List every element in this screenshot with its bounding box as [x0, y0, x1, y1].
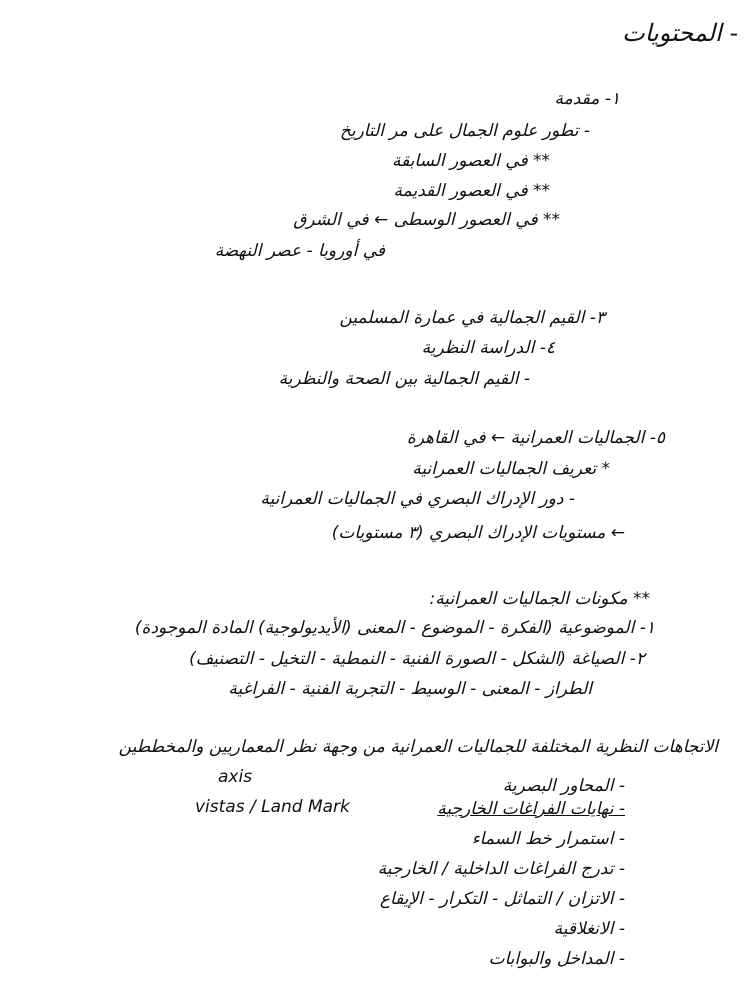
line-earlier-ages: ** في العصور السابقة	[391, 151, 550, 171]
line-entrances: - المداخل والبوابات	[488, 949, 625, 969]
line-formulation: ٢- الصياغة (الشكل - الصورة الفنية - النمطية - التخيل - التصنيف)	[189, 649, 645, 669]
heading-urban-components: ** مكونات الجماليات العمرانية:	[429, 589, 650, 609]
line-middle-ages: ** في العصور الوسطى ← في الشرق	[293, 210, 560, 230]
line-aesthetic-values: - القيم الجمالية بين الصحة والنظرية	[278, 369, 530, 389]
line-vistas-note: vistas / Land Mark	[195, 797, 350, 817]
line-space-ends: - نهايات الفراغات الخارجية	[437, 799, 625, 819]
line-visual-axes: - المحاور البصرية	[502, 776, 625, 796]
line-axis-note: axis	[218, 767, 253, 787]
line-urban-definition: * تعريف الجماليات العمرانية	[412, 459, 610, 479]
line-europe-renaissance: في أوروبا - عصر النهضة	[214, 241, 385, 261]
line-ancient-ages: ** في العصور القديمة	[393, 181, 550, 201]
line-visual-perception: - دور الإدراك البصري في الجماليات العمرانية	[260, 489, 575, 509]
line-aesthetics-history: - تطور علوم الجمال على مر التاريخ	[339, 121, 590, 141]
line-skyline: - استمرار خط السماء	[471, 829, 625, 849]
line-style: الطراز - المعنى - الوسيط - التجربة الفنية - الفراغية	[228, 679, 592, 699]
line-objectivity: ١- الموضوعية (الفكرة - الموضوع - المعنى (الأيديولوجية) المادة الموجودة)	[134, 618, 655, 638]
heading-theoretical-study: ٤- الدراسة النظرية	[421, 338, 555, 358]
heading-introduction: ١- مقدمة	[554, 89, 620, 109]
line-perception-levels: ← مستويات الإدراك البصري (٣ مستويات)	[331, 523, 625, 543]
page-title: - المحتويات	[622, 19, 738, 47]
heading-theoretical-trends: الاتجاهات النظرية المختلفة للجماليات العمرانية من وجهة نظر المعماريين والمخططين	[118, 737, 718, 757]
heading-urban-aesthetics: ٥- الجماليات العمرانية ← في القاهرة	[406, 428, 665, 448]
line-enclosure: - الانغلاقية	[553, 919, 625, 939]
line-space-gradation: - تدرج الفراغات الداخلية / الخارجية	[377, 859, 625, 879]
line-balance: - الاتزان / التماثل - التكرار - الإيقاع	[379, 889, 625, 909]
heading-muslim-architecture: ٣- القيم الجمالية في عمارة المسلمين	[339, 308, 605, 328]
